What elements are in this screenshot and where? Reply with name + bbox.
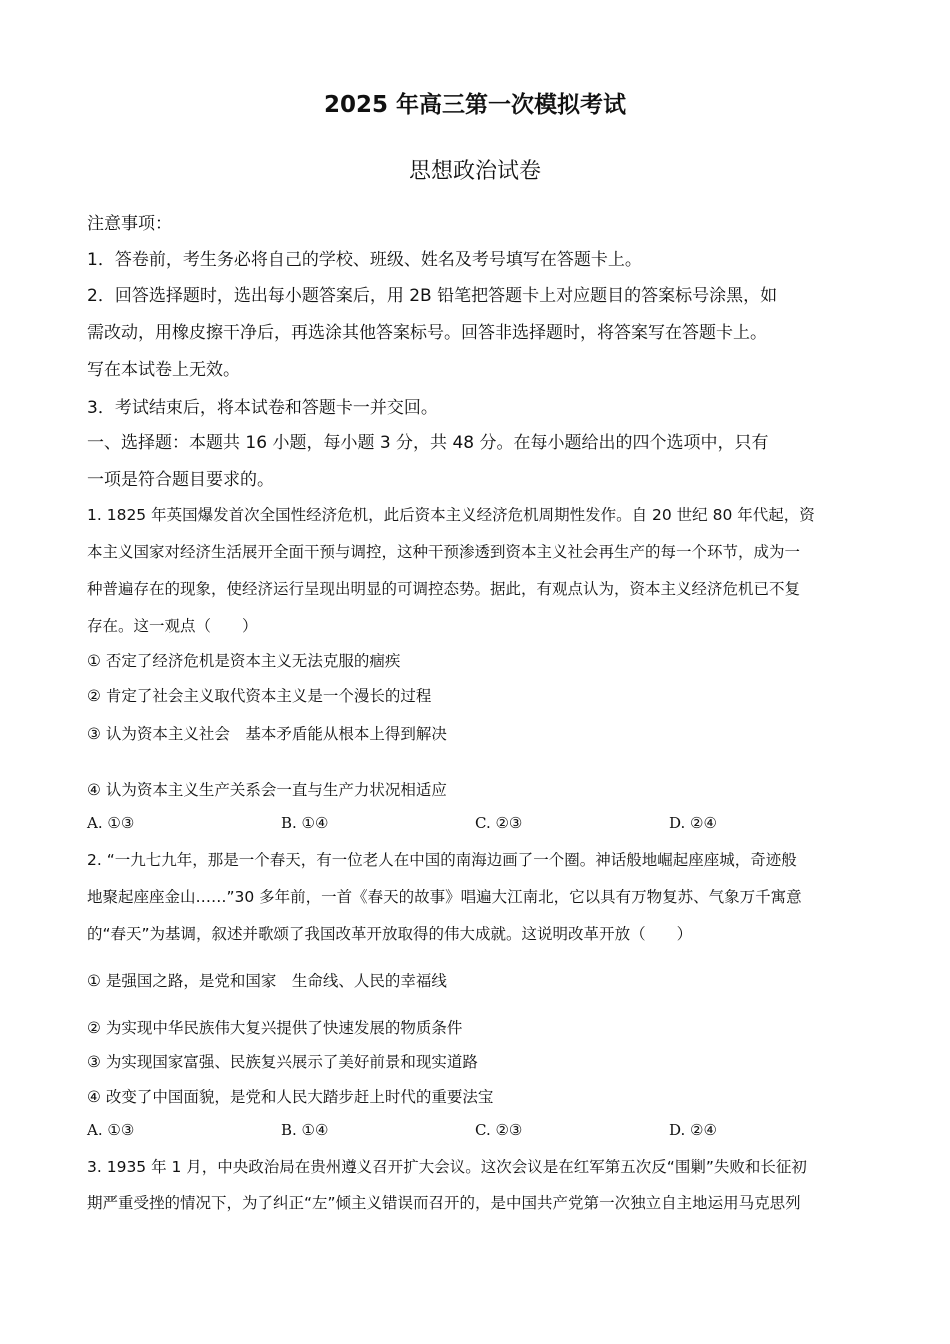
q2-option-c: C. ②③ — [475, 1121, 523, 1139]
q2-statement-2: ② 为实现中华民族伟大复兴提供了快速发展的物质条件 — [87, 1019, 463, 1037]
q1-statement-1: ① 否定了经济危机是资本主义无法克服的痼疾 — [87, 652, 401, 670]
q2-option-b: B. ①④ — [281, 1121, 329, 1139]
notice-heading: 注意事项： — [87, 214, 172, 234]
notice-item-2-line-3: 写在本试卷上无效。 — [87, 360, 240, 380]
q2-stem-line-2: 地聚起座座金山……”30 多年前，一首《春天的故事》唱遍大江南北，它以具有万物复苏、气象万千寓意 — [87, 888, 802, 906]
q1-option-a: A. ①③ — [87, 814, 135, 832]
q2-option-a: A. ①③ — [87, 1121, 135, 1139]
q2-stem-line-1: 2. “一九七九年，那是一个春天，有一位老人在中国的南海边画了一个圈。神话般地崛起座座城，奇迹般 — [87, 851, 797, 869]
q3-stem-line-1: 3. 1935 年 1 月，中央政治局在贵州遵义召开扩大会议。这次会议是在红军第五次反“围剿”失败和长征初 — [87, 1158, 807, 1176]
exam-title: 2025 年高三第一次模拟考试 — [323, 92, 627, 118]
q1-option-b: B. ①④ — [281, 814, 329, 832]
notice-item-3: 3．考试结束后，将本试卷和答题卡一并交回。 — [87, 398, 438, 418]
q2-statement-4: ④ 改变了中国面貌，是党和人民大踏步赶上时代的重要法宝 — [87, 1088, 494, 1106]
notice-item-1: 1．答卷前，考生务必将自己的学校、班级、姓名及考号填写在答题卡上。 — [87, 250, 642, 270]
q1-stem-line-4: 存在。这一观点（ ） — [87, 617, 258, 635]
q3-stem-line-2: 期严重受挫的情况下，为了纠正“左”倾主义错误而召开的，是中国共产党第一次独立自主地运用马克思列 — [87, 1194, 801, 1212]
section-heading-line-1: 一、选择题：本题共 16 小题，每小题 3 分，共 48 分。在每小题给出的四个选项中，只有 — [87, 433, 769, 453]
notice-item-2-line-2: 需改动，用橡皮擦干净后，再选涂其他答案标号。回答非选择题时，将答案写在答题卡上。 — [87, 323, 767, 343]
q1-option-d: D. ②④ — [669, 814, 717, 832]
q1-statement-3: ③ 认为资本主义社会 基本矛盾能从根本上得到解决 — [87, 725, 447, 743]
q2-option-d: D. ②④ — [669, 1121, 717, 1139]
q2-stem-line-3: 的“春天”为基调，叙述并歌颂了我国改革开放取得的伟大成就。这说明改革开放（ ） — [87, 925, 693, 943]
q1-stem-line-1: 1. 1825 年英国爆发首次全国性经济危机，此后资本主义经济危机周期性发作。自 20 世纪 80 年代起，资 — [87, 506, 815, 524]
q1-statement-4: ④ 认为资本主义生产关系会一直与生产力状况相适应 — [87, 781, 447, 799]
notice-item-2-line-1: 2．回答选择题时，选出每小题答案后，用 2B 铅笔把答题卡上对应题目的答案标号涂黑，如 — [87, 286, 778, 306]
q1-option-c: C. ②③ — [475, 814, 523, 832]
q1-statement-2: ② 肯定了社会主义取代资本主义是一个漫长的过程 — [87, 687, 432, 705]
section-heading-line-2: 一项是符合题目要求的。 — [87, 470, 274, 490]
q1-stem-line-3: 种普遍存在的现象，使经济运行呈现出明显的可调控态势。据此，有观点认为，资本主义经济危机已不复 — [87, 580, 801, 598]
exam-subtitle: 思想政治试卷 — [408, 159, 541, 184]
q2-statement-1: ① 是强国之路，是党和国家 生命线、人民的幸福线 — [87, 972, 447, 990]
q1-stem-line-2: 本主义国家对经济生活展开全面干预与调控，这种干预渗透到资本主义社会再生产的每一个环节，成为一 — [87, 543, 801, 561]
q2-statement-3: ③ 为实现国家富强、民族复兴展示了美好前景和现实道路 — [87, 1053, 478, 1071]
